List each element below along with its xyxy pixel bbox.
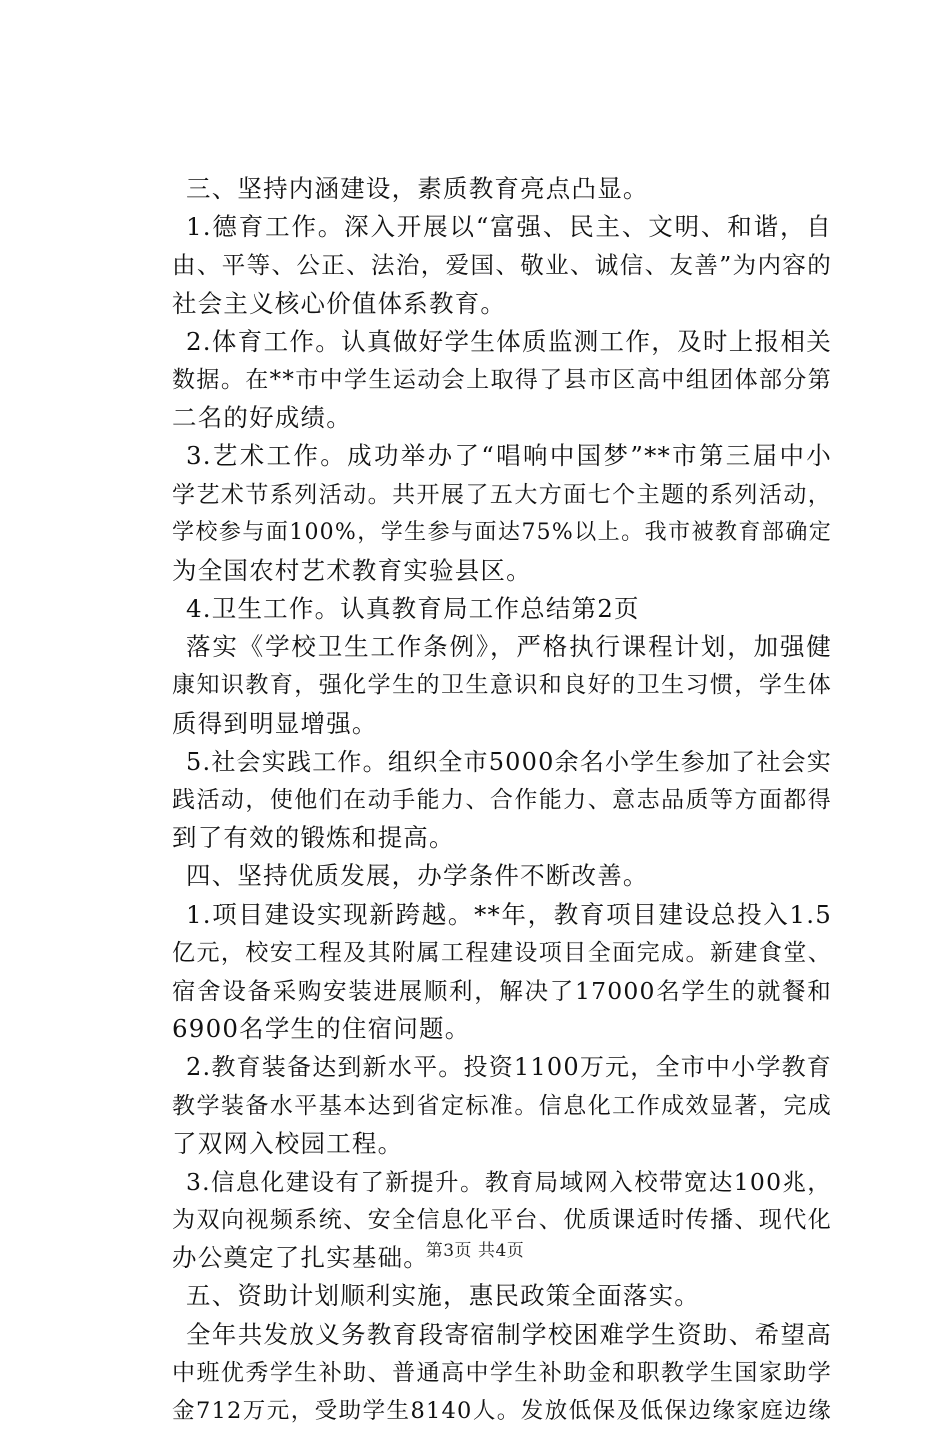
text-line: 1.项目建设实现新跨越。**年，教育项目建设总投入1.5 bbox=[186, 899, 832, 929]
text-line: 数据。在**市中学生运动会上取得了县市区高中组团体部分第 bbox=[172, 366, 832, 393]
text-line: 全年共发放义务教育段寄宿制学校困难学生资助、希望高 bbox=[186, 1319, 832, 1349]
text-line: 2.体育工作。认真做好学生体质监测工作，及时上报相关 bbox=[186, 326, 832, 356]
text-line: 3.信息化建设有了新提升。教育局域网入校带宽达100兆， bbox=[186, 1167, 832, 1196]
text-line: 办公奠定了扎实基础。 bbox=[172, 1243, 429, 1273]
text-line: 4.卫生工作。认真教育局工作总结第2页 bbox=[186, 594, 640, 624]
text-line: 为全国农村艺术教育实验县区。 bbox=[172, 555, 532, 585]
text-line: 为双向视频系统、安全信息化平台、优质课适时传播、现代化 bbox=[172, 1207, 832, 1234]
text-line: 亿元，校安工程及其附属工程建设项目全面完成。新建食堂、 bbox=[172, 939, 832, 966]
text-line: 社会主义核心价值体系教育。 bbox=[172, 288, 507, 318]
page-footer: 第3页 共4页 bbox=[425, 1241, 525, 1261]
text-line: 践活动，使他们在动手能力、合作能力、意志品质等方面都得 bbox=[172, 787, 832, 813]
text-line: 5.社会实践工作。组织全市5000余名小学生参加了社会实 bbox=[186, 747, 832, 776]
text-line: 四、坚持优质发展，办学条件不断改善。 bbox=[186, 861, 649, 891]
text-line: 2.教育装备达到新水平。投资1100万元，全市中小学教育 bbox=[186, 1053, 832, 1082]
text-line: 3.艺术工作。成功举办了“唱响中国梦”**市第三届中小 bbox=[186, 441, 832, 471]
text-line: 二名的好成绩。 bbox=[172, 403, 352, 433]
text-line: 质得到明显增强。 bbox=[172, 708, 378, 738]
text-line: 康知识教育，强化学生的卫生意识和良好的卫生习惯，学生体 bbox=[172, 672, 832, 699]
text-line: 1.德育工作。深入开展以“富强、民主、文明、和谐，自 bbox=[186, 212, 832, 242]
text-line: 三、坚持内涵建设，素质教育亮点凸显。 bbox=[186, 174, 649, 203]
text-line: 五、资助计划顺利实施，惠民政策全面落实。 bbox=[186, 1281, 700, 1311]
text-line: 教学装备水平基本达到省定标准。信息化工作成效显著，完成 bbox=[172, 1092, 832, 1119]
text-line: 学校参与面100%，学生参与面达75%以上。我市被教育部确定 bbox=[172, 519, 832, 545]
text-line: 金712万元，受助学生8140人。发放低保及低保边缘家庭边缘 bbox=[172, 1398, 832, 1424]
text-line: 6900名学生的住宿问题。 bbox=[172, 1014, 471, 1044]
text-line: 到了有效的锻炼和提高。 bbox=[172, 823, 455, 853]
text-line: 了双网入校园工程。 bbox=[172, 1128, 404, 1158]
text-line: 宿舍设备采购安装进展顺利，解决了17000名学生的就餐和 bbox=[172, 976, 832, 1005]
text-line: 学艺术节系列活动。共开展了五大方面七个主题的系列活动， bbox=[172, 481, 832, 508]
text-line: 由、平等、公正、法治，爱国、敬业、诚信、友善”为内容的 bbox=[172, 251, 832, 280]
text-line: 落实《学校卫生工作条例》，严格执行课程计划，加强健 bbox=[186, 632, 832, 662]
text-line: 中班优秀学生补助、普通高中学生补助金和职教学生国家助学 bbox=[172, 1359, 832, 1386]
